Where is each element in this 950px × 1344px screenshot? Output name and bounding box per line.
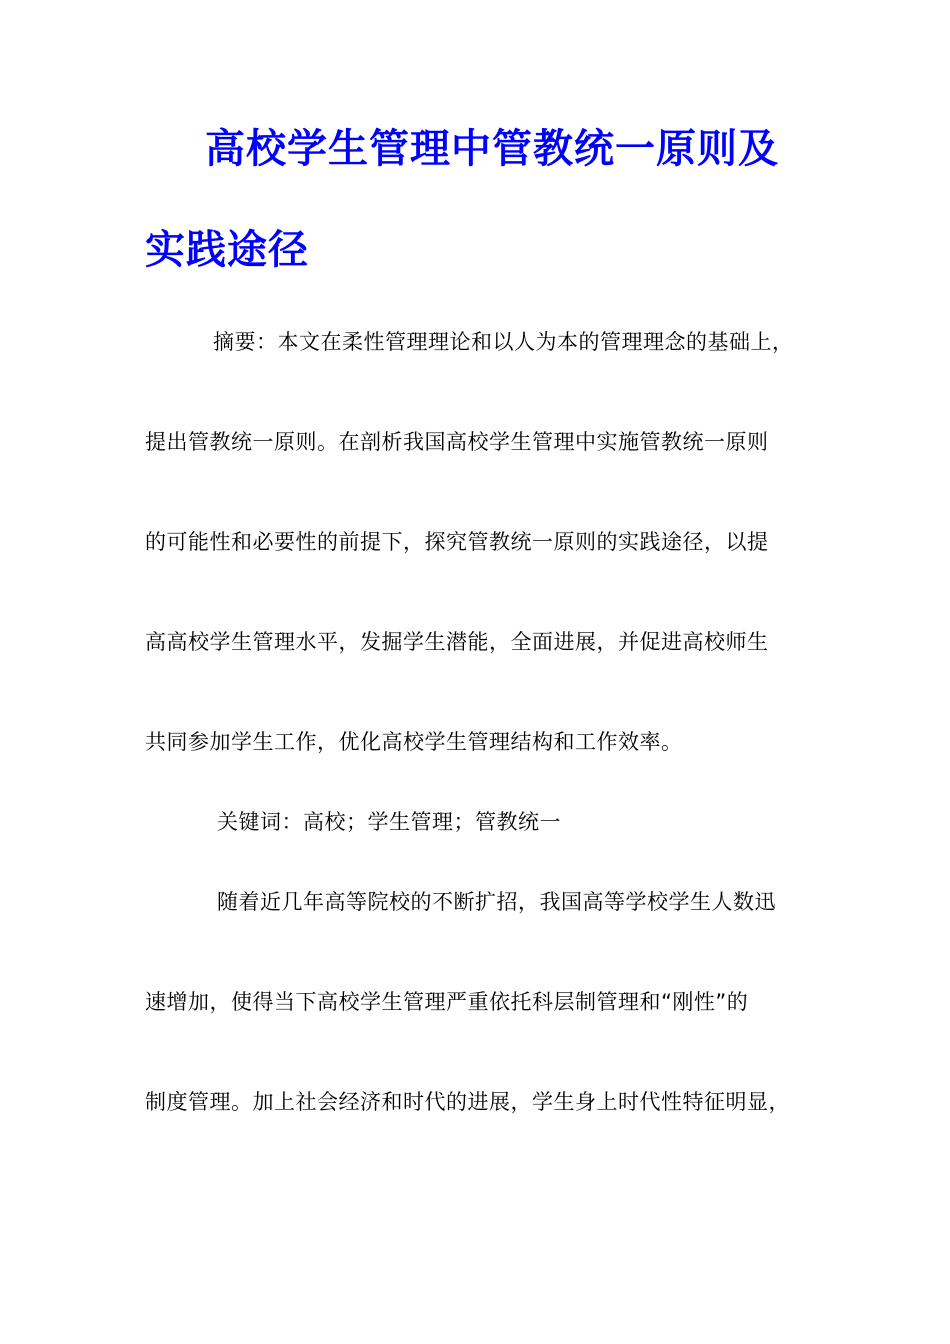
abstract-line: 共同参加学生工作，优化高校学生管理结构和工作效率。 — [145, 730, 683, 754]
body-line: 速增加，使得当下高校学生管理严重依托科层制管理和“刚性”的 — [145, 990, 749, 1014]
document-title-line-2: 实践途径 — [145, 227, 309, 273]
abstract-line: 的可能性和必要性的前提下，探究管教统一原则的实践途径，以提 — [145, 530, 769, 554]
body-line: 制度管理。加上社会经济和时代的进展，学生身上时代性特征明显， — [145, 1090, 790, 1114]
body-line: 随着近几年高等院校的不断扩招，我国高等学校学生人数迅 — [217, 890, 776, 914]
keywords-line: 关键词：高校；学生管理；管教统一 — [217, 810, 561, 834]
document-title-line-1: 高校学生管理中管教统一原则及 — [205, 126, 779, 172]
abstract-line: 高高校学生管理水平，发掘学生潜能，全面进展，并促进高校师生 — [145, 630, 769, 654]
abstract-line: 提出管教统一原则。在剖析我国高校学生管理中实施管教统一原则 — [145, 430, 769, 454]
abstract-line: 摘要：本文在柔性管理理论和以人为本的管理理念的基础上， — [213, 330, 794, 354]
